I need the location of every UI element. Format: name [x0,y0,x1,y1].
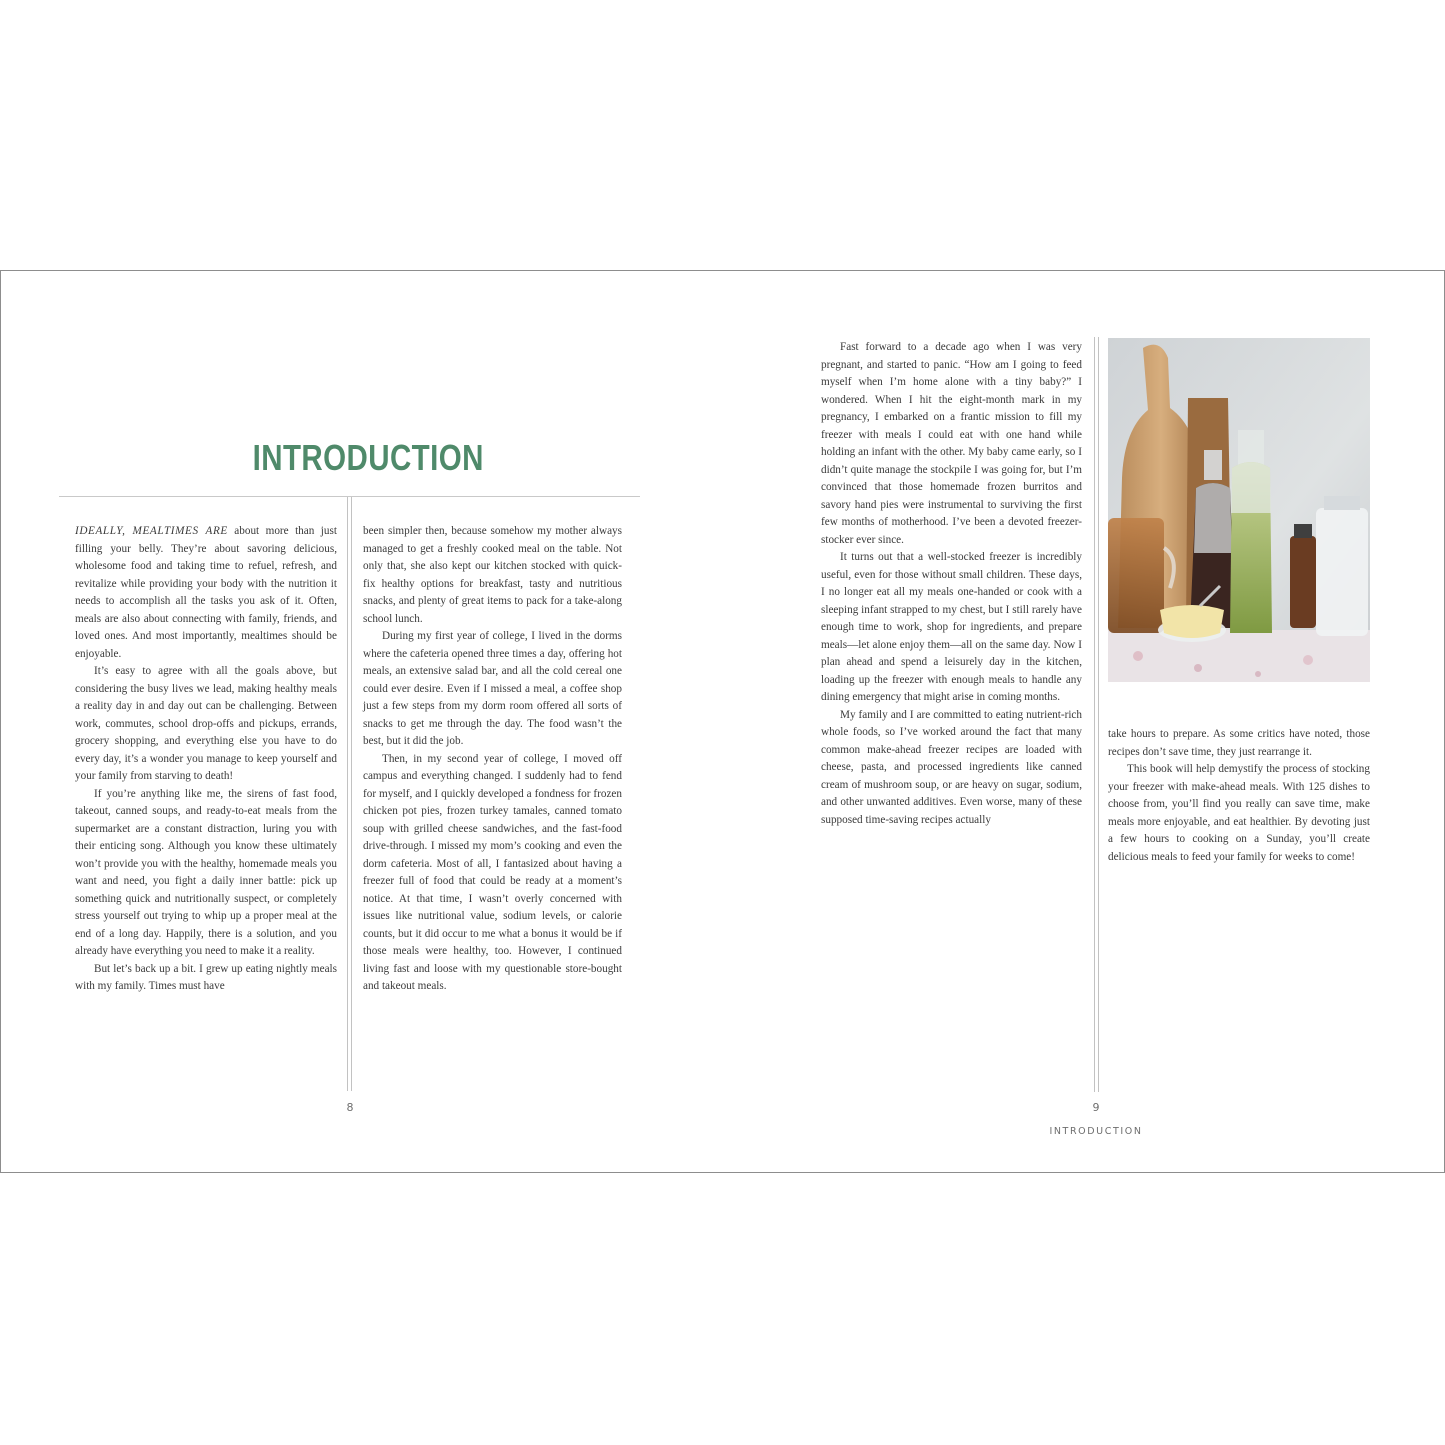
paragraph-4: But let’s back up a bit. I grew up eating nightly meals with my family. Times must have [75,962,337,992]
left-page-column-2 [363,523,622,996]
paragraph-1 [75,523,337,663]
book-spread [0,270,1445,1173]
lead-in-small-caps: IDEALLY, MEALTIMES ARE [75,525,228,537]
page-number-left: 8 [346,1101,354,1114]
paragraph-6: During my first year of college, I lived in the dorms where the cafeteria opened three times a day, offering hot meals, an extensive salad bar, and all the cold cereal one could ever desire. Even if I missed a meal, a coffee shop just a few steps from my dorm room offered all sorts of snacks to get me through the day. The food wasn’t the best, but it did the job. [363,630,622,747]
paragraph-7: Then, in my second year of college, I moved off campus and everything changed. I suddenly had to fend for myself, and I quickly developed a fondness for frozen chicken pot pies, frozen turkey tamales, canned tomato soup with grilled cheese sandwiches, and the fast-food drive-through. I missed my mom’s cooking and even the dorm cafeteria. Most of all, I fantasized about having a freezer full of food that could be ready at a moment’s notice. At that time, I wasn’t overly concerned with issues like nutritional value, sodium levels, or calorie counts, but it did occur to me what a bonus it would be if those meals were healthy, too. However, I continued living fast and loose with my questionable store-bought and takeout meals. [363,752,622,992]
photo-jars-and-cutting-boards [1108,338,1370,682]
running-footer: INTRODUCTION [1049,1126,1143,1137]
paragraph-3: If you’re anything like me, the sirens of fast food, takeout, canned soups, and ready-to-eat meals from the supermarket are a constant distraction, luring you with their enticing song. Although you know these ultimately won’t provide you with the healthy, homemade meals you want and need, you fight a daily inner battle: pick up something quick and nutritionally suspect, or completely stress yourself out trying to whip up a proper meal at the end of a long day. Happily, there is a solution, and you already have everything you need to make it a reality. [75,787,337,957]
right-page-column-2 [1108,726,1370,866]
paragraph-1-text: about more than just filling your belly. They’re about savoring delicious, wholesome food and taking time to refuel, refresh, and revitalize while providing your body with the nutrition it needs to accomplish all the tasks you ask of it. Often, meals are also about connecting with family, friends, and loved ones. And most importantly, mealtimes should be enjoyable. [75,525,337,660]
column-divider-right [1094,337,1099,1092]
chapter-title: INTRODUCTION [252,437,484,478]
column-divider-left [347,497,352,1091]
paragraph-10: My family and I are committed to eating nutrient-rich whole foods, so I’ve worked around the fact that many common make-ahead freezer recipes are loaded with cheese, pasta, and processed ingredients like canned cream of mushroom soup, or are heavy on sugar, sodium, and other unwanted additives. Even worse, many of these supposed time-saving recipes actually [821,708,1082,826]
paragraph-5: been simpler then, because somehow my mother always managed to get a freshly cooked meal on the table. Not only that, she also kept our kitchen stocked with quick-fix healthy options for breakfast, tasty and nutritious snacks, and plenty of great items to pack for a take-along school lunch. [363,525,622,625]
left-page-column-1 [75,523,337,996]
paragraph-11: take hours to prepare. As some critics have noted, those recipes don’t save time, they just rearrange it. [1108,728,1370,758]
page-number-right: 9 [1092,1101,1100,1114]
paragraph-2: It’s easy to agree with all the goals above, but considering the busy lives we lead, making healthy meals a reality day in and day out can be challenging. Between work, commutes, school drop-offs and pickups, errands, grocery shopping, and everything else you have to do every day, it’s a wonder you manage to keep yourself and your family from starving to death! [75,665,337,782]
paragraph-9: It turns out that a well-stocked freezer is incredibly useful, even for those without small children. These days, I no longer eat all my meals one-handed or cook with a sleeping infant strapped to my chest, but I still rarely have enough time to work, shop for ingredients, and prepare meals—let alone enjoy them—all on the same day. Now I plan ahead and spend a leisurely day in the kitchen, loading up the freezer with enough meals to handle any dining emergency that might arise in coming months. [821,551,1082,703]
paragraph-8: Fast forward to a decade ago when I was very pregnant, and started to panic. “How am I going to feed myself when I’m home alone with a tiny baby?” I wondered. When I hit the eight-month mark in my pregnancy, I embarked on a frantic mission to fill my freezer with meals I could eat with one hand while holding an infant with the other. My baby came early, so I didn’t quite manage the stockpile I was going for, but I’m convinced that those homemade frozen burritos and savory hand pies were instrumental to surviving the first few months of motherhood. I’ve been a devoted freezer-stocker ever since. [821,341,1082,546]
paragraph-12: This book will help demystify the process of stocking your freezer with make-ahead meals. With 125 dishes to choose from, you’ll find you really can save time, make meals more enjoyable, and eat healthier. By devoting just a few hours to cooking on a Sunday, you’ll create delicious meals to feed your family for weeks to come! [1108,763,1370,863]
right-page-column-1 [821,339,1082,829]
